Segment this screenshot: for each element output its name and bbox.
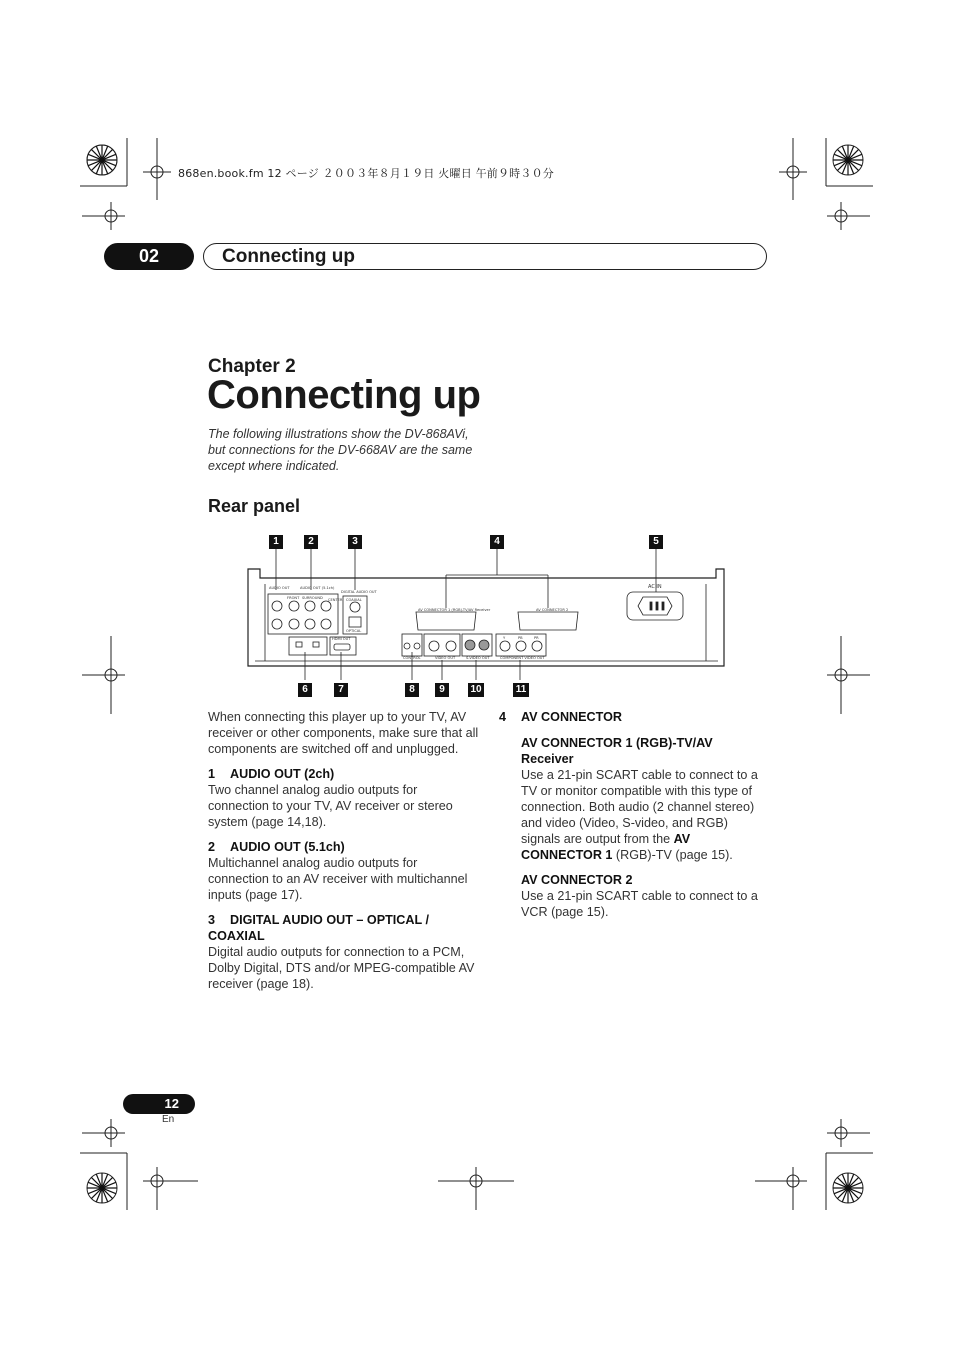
label-digital-audio-out: DIGITAL AUDIO OUT xyxy=(341,590,377,594)
item-body: Two channel analog audio outputs for connection to your TV, AV receiver or stereo system (page 14,18). xyxy=(208,783,453,829)
item-number: 1 xyxy=(208,767,216,781)
item-number: 3 xyxy=(208,913,216,927)
callout-9: 9 xyxy=(435,683,449,697)
chapter-tab-title: Connecting up xyxy=(222,246,355,267)
item-number: 4 xyxy=(499,710,507,724)
item-title: AUDIO OUT (2ch) xyxy=(230,767,335,781)
chapter-intro: The following illustrations show the DV-868AVi, but connections for the DV-668AV are the same except where indicated. xyxy=(208,427,473,473)
callout-3: 3 xyxy=(348,535,362,549)
callout-8: 8 xyxy=(405,683,419,697)
page-language: En xyxy=(162,1114,175,1125)
label-surround: SURROUND xyxy=(302,596,323,600)
page-number: 12 xyxy=(123,1094,195,1114)
subitem-body: Use a 21-pin SCART cable to connect to a VCR (page 15). xyxy=(521,889,758,919)
label-video-out: VIDEO OUT xyxy=(435,656,456,660)
list-item xyxy=(208,839,480,903)
right-column xyxy=(499,709,767,920)
callout-10: 10 xyxy=(468,683,484,697)
label-pr: PR xyxy=(534,636,539,640)
label-pb: PB xyxy=(518,636,523,640)
chapter-number-tab: 02 xyxy=(104,243,194,270)
rear-panel-diagram xyxy=(200,530,740,680)
label-front: FRONT xyxy=(287,596,300,600)
list-item xyxy=(208,766,480,830)
callout-4: 4 xyxy=(490,535,504,549)
subitem-body: Use a 21-pin SCART cable to connect to a TV or monitor compatible with this type of connection. Both audio (2 channel stereo) and video (Video, S-video, and RGB) signals are output from the AV CONNECTOR 1 (RGB)-TV (page 15). xyxy=(521,768,758,862)
item-number: 2 xyxy=(208,840,216,854)
list-item xyxy=(208,912,480,992)
item-title: AUDIO OUT (5.1ch) xyxy=(230,840,345,854)
subitem-title: AV CONNECTOR 2 xyxy=(521,873,633,887)
label-component-video-out: COMPONENT VIDEO OUT xyxy=(500,656,545,660)
callout-2: 2 xyxy=(304,535,318,549)
label-s-video-out: S-VIDEO OUT xyxy=(466,656,490,660)
label-av-connector-1: AV CONNECTOR 1 (RGB)-TV/AV Receiver xyxy=(418,608,491,612)
label-audio-out: AUDIO OUT xyxy=(269,586,290,590)
label-center: CENTER xyxy=(328,598,343,602)
left-column xyxy=(208,709,480,992)
label-av-connector-2: AV CONNECTOR 2 xyxy=(536,608,569,612)
label-ac-in: AC IN xyxy=(648,584,662,590)
label-audio-out-51: AUDIO OUT (5.1ch) xyxy=(300,586,335,590)
label-coaxial: COAXIAL xyxy=(346,598,362,602)
callout-6: 6 xyxy=(298,683,312,697)
label-control: CONTROL xyxy=(403,656,421,660)
connection-intro: When connecting this player up to your TV, AV receiver or other components, make sure that all components are switched off and unplugged. xyxy=(208,710,479,756)
label-optical: OPTICAL xyxy=(346,629,362,633)
item-body: Digital audio outputs for connection to a PCM, Dolby Digital, DTS and/or MPEG-compatible AV receiver (page 18). xyxy=(208,945,475,991)
item-title: DIGITAL AUDIO OUT – OPTICAL / COAXIAL xyxy=(208,913,429,943)
callout-7: 7 xyxy=(334,683,348,697)
label-hdmi-out: HDMI OUT xyxy=(332,637,351,641)
callout-5: 5 xyxy=(649,535,663,549)
callout-1: 1 xyxy=(269,535,283,549)
callout-11: 11 xyxy=(513,683,529,697)
section-title-rear-panel: Rear panel xyxy=(208,496,301,516)
item-title: AV CONNECTOR xyxy=(521,710,622,724)
subitem-title: AV CONNECTOR 1 (RGB)-TV/AV Receiver xyxy=(521,736,713,766)
label-y: Y xyxy=(503,636,506,640)
item-body: Multichannel analog audio outputs for connection to an AV receiver with multichannel inputs (page 17). xyxy=(208,856,468,902)
page-title: Connecting up xyxy=(207,373,481,417)
chapter-label: Chapter 2 xyxy=(208,356,296,377)
file-meta-header: 868en.book.fm 12 ページ ２００３年８月１９日 火曜日 午前９時３０分 xyxy=(178,167,554,180)
